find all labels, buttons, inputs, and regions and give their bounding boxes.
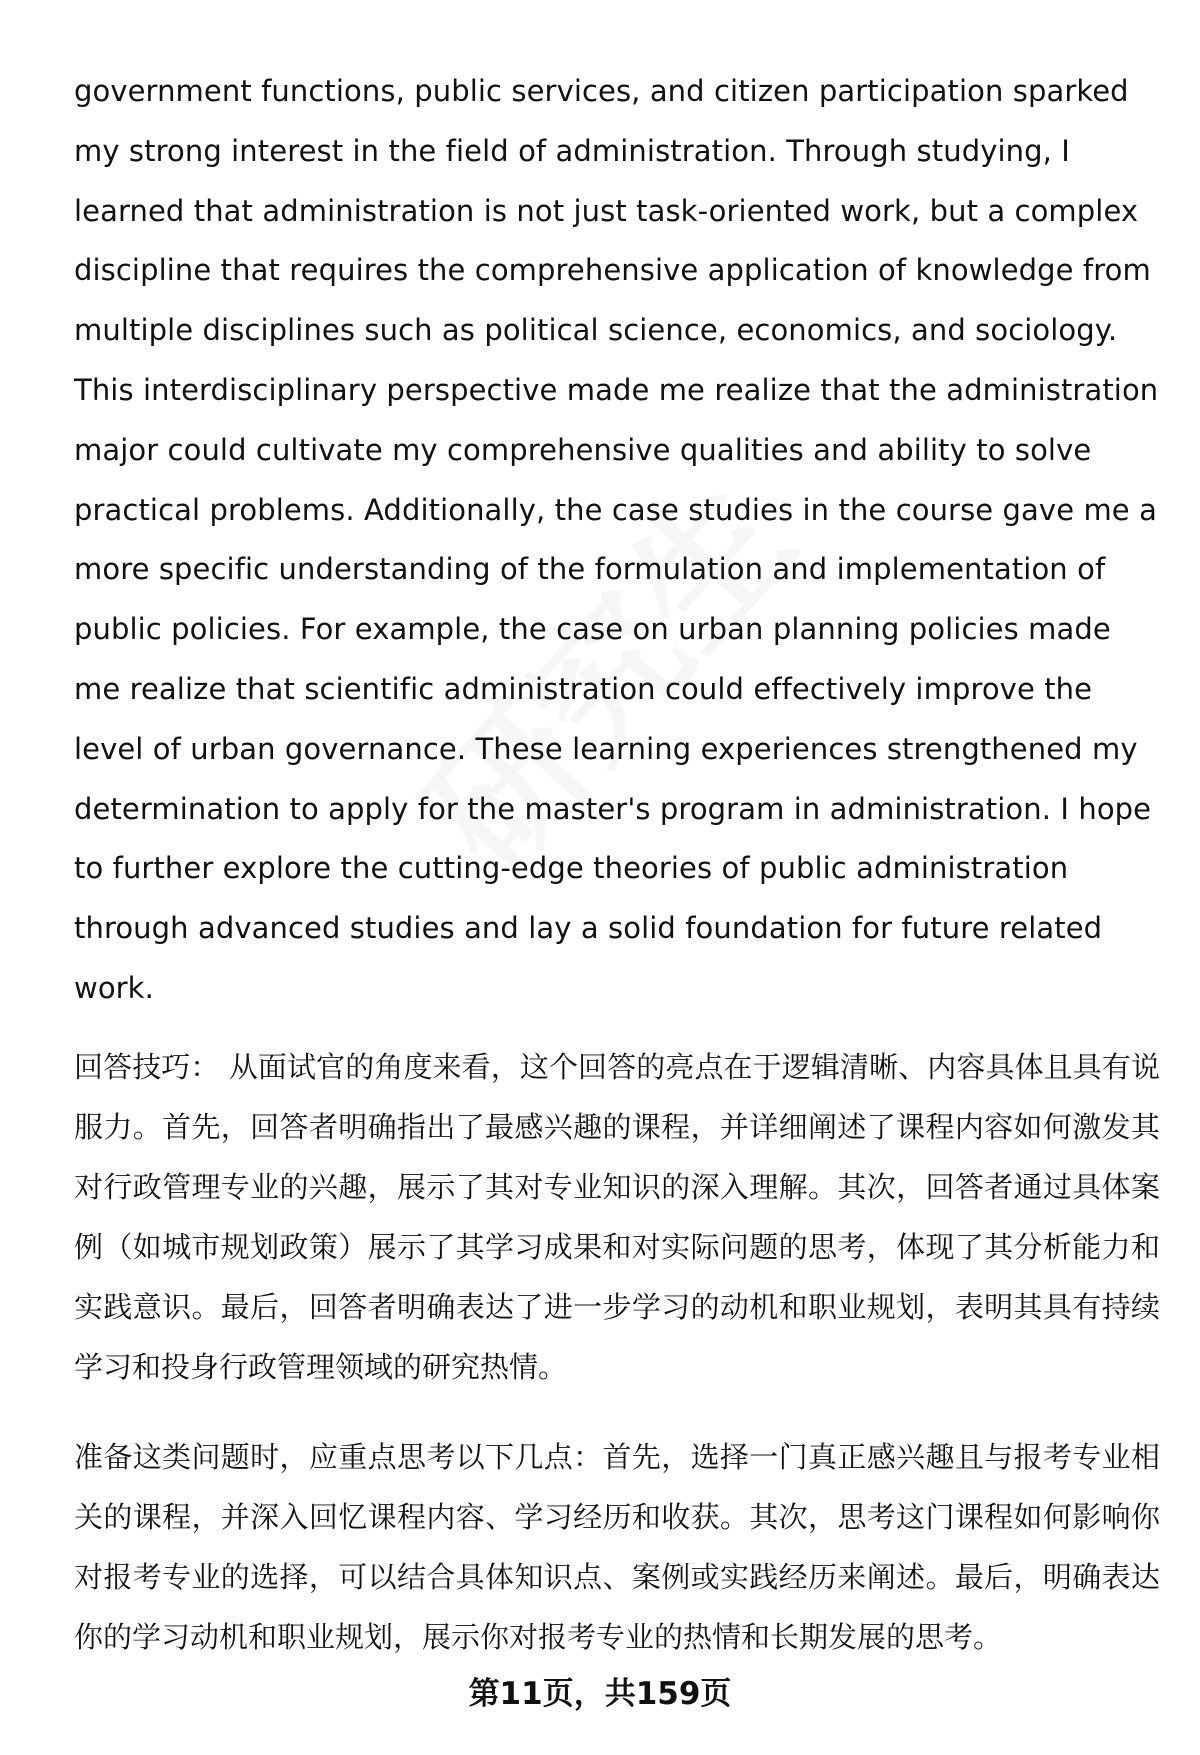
answer-tips-paragraph: 回答技巧： 从面试官的角度来看，这个回答的亮点在于逻辑清晰、内容具体且具有说服力。首先，回答者明确指出了最感兴趣的课程，并详细阐述了课程内容如何激发其对行政管理专业的兴趣，展示了其对专业知识的深入理解。其次，回答者通过具体案例（如城市规划政策）展示了其学习成果和对实际问题的思考，体现了其分析能力和实践意识。最后，回答者明确表达了进一步学习的动机和职业规划，表明其具有持续学习和投身行政管理领域的研究热情。 [74, 1049, 1160, 1384]
english-answer-paragraph: government functions, public services, and citizen participation sparked my strong interest in the field of administration. Through studying, I learned that administration is not just task-oriented work, but a complex discipline that requires the comprehensive application of knowledge from multiple disciplines such as political science, economics, and sociology. This interdisciplinary perspective made me realize that the administration major could cultivate my comprehensive qualities and ability to solve practical problems. Additionally, the case studies in the course gave me a more specific understanding of the formulation and implementation of public policies. For example, the case on urban planning policies made me realize that scientific administration could effectively improve the level of urban governance. These learning experiences strengthened my determination to apply for the master's program in administration. I hope to further explore the cutting-edge theories of public administration through advanced studies and lay a solid foundation for future related work. [74, 74, 1159, 1005]
page-number-footer: 第11页，共159页 [468, 1676, 732, 1712]
document-page [74, 62, 1160, 1667]
preparation-advice-paragraph: 准备这类问题时，应重点思考以下几点：首先，选择一门真正感兴趣且与报考专业相关的课程，并深入回忆课程内容、学习经历和收获。其次，思考这门课程如何影响你对报考专业的选择，可以结合具体知识点、案例或实践经历来阐述。最后，明确表达你的学习动机和职业规划，展示你对报考专业的热情和长期发展的思考。 [74, 1439, 1160, 1654]
